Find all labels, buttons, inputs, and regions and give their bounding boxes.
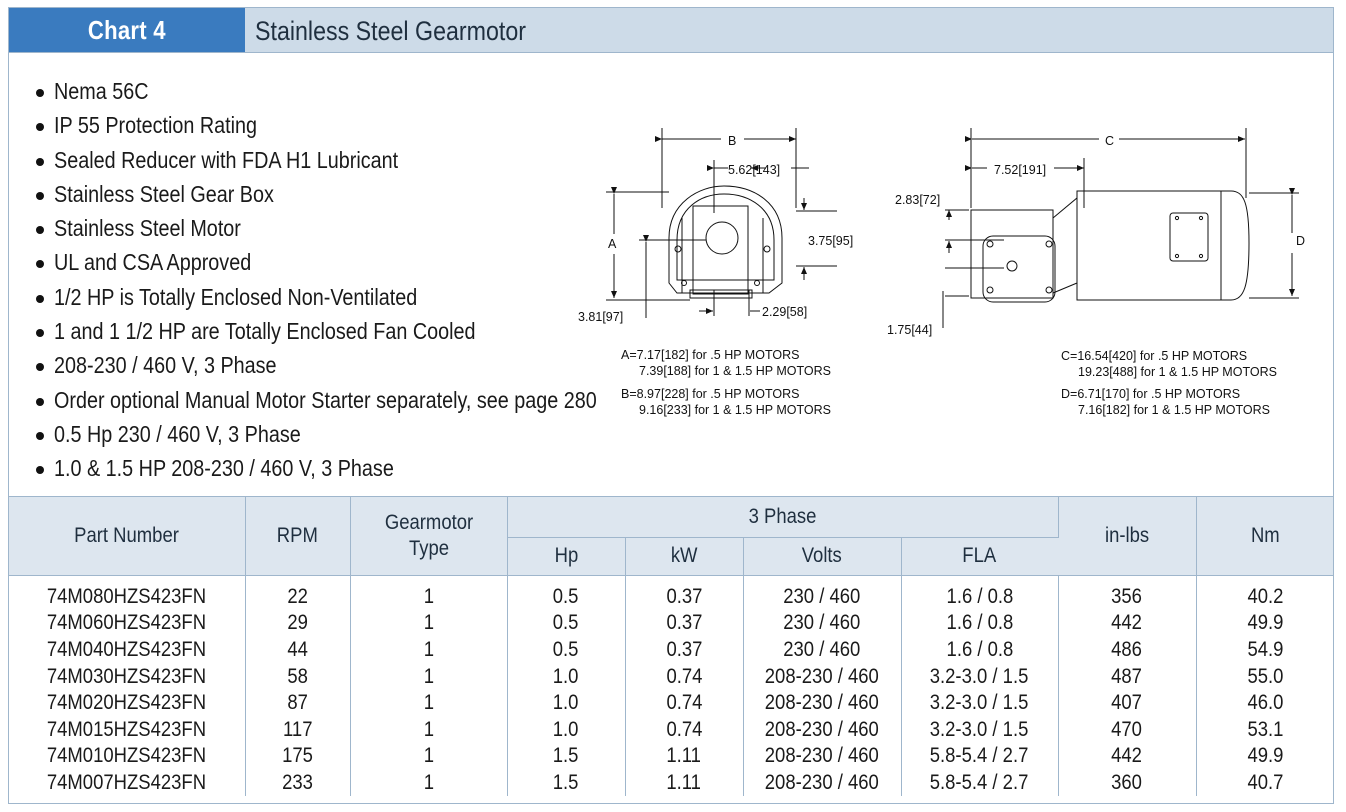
table-row [9, 770, 1334, 797]
cell-volts: 230 / 460 [743, 610, 901, 637]
cell-volts: 230 / 460 [743, 637, 901, 664]
feature-item: 1.0 & 1.5 HP 208-230 / 460 V, 3 Phase [35, 451, 685, 485]
cell-in-lbs: 360 [1058, 770, 1196, 797]
col-header-gearmotor-type: Gearmotor Type [350, 497, 507, 575]
cell-volts: 208-230 / 460 [743, 663, 901, 690]
cell-in-lbs: 486 [1058, 637, 1196, 664]
cell-rpm: 233 [245, 770, 350, 797]
cell-volts: 208-230 / 460 [743, 770, 901, 797]
cell-kw: 0.37 [625, 575, 743, 610]
cell-nm: 53.1 [1247, 717, 1284, 741]
chart-number-label: Chart 4 [9, 8, 245, 52]
cell-nm: 40.7 [1247, 770, 1284, 794]
cell-fla: 3.2-3.0 / 1.5 [901, 690, 1058, 717]
cell-part-number: 74M020HZS423FN [9, 690, 245, 717]
cell-rpm: 117 [245, 716, 350, 743]
note-a-line-2: 7.39[188] for 1 & 1.5 HP MOTORS [639, 364, 831, 378]
col-header-fla: FLA [901, 537, 1058, 575]
cell-gearmotor-type: 1 [350, 637, 507, 664]
note-c-line-2: 19.23[488] for 1 & 1.5 HP MOTORS [1078, 365, 1277, 379]
dim-label-2-83: 2.83[72] [895, 193, 941, 207]
col-header-volts: Volts [743, 537, 901, 575]
cell-kw: 0.74 [625, 663, 743, 690]
cell-nm: 55.0 [1247, 664, 1284, 688]
cell-gearmotor-type: 1 [350, 690, 507, 717]
note-d-line-1: D=6.71[170] for .5 HP MOTORS [1061, 387, 1241, 401]
cell-gearmotor-type: 1 [350, 770, 507, 797]
cell-in-lbs: 470 [1058, 716, 1196, 743]
cell-rpm: 44 [245, 637, 350, 664]
cell-kw: 0.74 [625, 690, 743, 717]
col-header-kw: kW [625, 537, 743, 575]
table-row [9, 663, 1334, 690]
dim-label-1-75: 1.75[44] [887, 323, 933, 337]
feature-item: UL and CSA Approved [35, 245, 685, 279]
col-header-3-phase: 3 Phase [507, 497, 1058, 537]
cell-hp: 0.5 [507, 610, 625, 637]
col-header-in-lbs: in-lbs [1058, 497, 1196, 575]
cell-nm: 49.9 [1247, 744, 1284, 768]
cell-volts: 208-230 / 460 [743, 743, 901, 770]
dim-label-7-52: 7.52[191] [994, 163, 1047, 177]
cell-in-lbs: 356 [1058, 575, 1196, 610]
table-row [9, 637, 1334, 664]
cell-volts: 208-230 / 460 [743, 716, 901, 743]
note-a-line-1: A=7.17[182] for .5 HP MOTORS [621, 348, 800, 362]
note-b-line-2: 9.16[233] for 1 & 1.5 HP MOTORS [639, 403, 831, 417]
dim-label-b: B [728, 134, 737, 148]
table-row [9, 743, 1334, 770]
cell-fla: 5.8-5.4 / 2.7 [901, 743, 1058, 770]
front-view-drawing [606, 128, 837, 318]
cell-hp: 1.0 [507, 690, 625, 717]
col-header-hp: Hp [507, 537, 625, 575]
cell-part-number: 74M030HZS423FN [9, 663, 245, 690]
cell-part-number: 74M007HZS423FN [9, 770, 245, 797]
cell-part-number: 74M010HZS423FN [9, 743, 245, 770]
feature-item: 208-230 / 460 V, 3 Phase [35, 348, 685, 382]
feature-item: 1 and 1 1/2 HP are Totally Enclosed Fan Cooled [35, 314, 685, 348]
dim-label-d: D [1296, 234, 1306, 248]
feature-item: 1/2 HP is Totally Enclosed Non-Ventilated [35, 280, 685, 314]
feature-item: Stainless Steel Gear Box [35, 177, 685, 211]
col-header-rpm: RPM [245, 497, 350, 575]
feature-item: Stainless Steel Motor [35, 211, 685, 245]
side-view-labels [887, 134, 1305, 337]
feature-item: 0.5 Hp 230 / 460 V, 3 Phase [35, 417, 685, 451]
note-d-line-2: 7.16[182] for 1 & 1.5 HP MOTORS [1078, 403, 1270, 417]
note-b-line-1: B=8.97[228] for .5 HP MOTORS [621, 387, 800, 401]
table-row [9, 575, 1334, 610]
chart-title: Stainless Steel Gearmotor [255, 16, 527, 46]
cell-nm: 46.0 [1247, 691, 1284, 715]
dim-label-5-62: 5.62[143] [728, 163, 781, 177]
dim-label-a: A [608, 237, 617, 251]
cell-kw: 0.74 [625, 716, 743, 743]
cell-fla: 1.6 / 0.8 [901, 637, 1058, 664]
cell-part-number: 74M080HZS423FN [9, 575, 245, 610]
cell-part-number: 74M015HZS423FN [9, 716, 245, 743]
cell-fla: 3.2-3.0 / 1.5 [901, 663, 1058, 690]
cell-rpm: 22 [245, 575, 350, 610]
cell-hp: 1.5 [507, 770, 625, 797]
cell-in-lbs: 407 [1058, 690, 1196, 717]
spec-sheet [8, 7, 1334, 804]
cell-part-number: 74M040HZS423FN [9, 637, 245, 664]
cell-in-lbs: 442 [1058, 743, 1196, 770]
cell-fla: 5.8-5.4 / 2.7 [901, 770, 1058, 797]
cell-fla: 3.2-3.0 / 1.5 [901, 716, 1058, 743]
cell-volts: 208-230 / 460 [743, 690, 901, 717]
cell-rpm: 29 [245, 610, 350, 637]
cell-rpm: 58 [245, 663, 350, 690]
cell-rpm: 175 [245, 743, 350, 770]
feature-item: Order optional Manual Motor Starter separately, see page 280 [35, 383, 685, 417]
side-view-drawing [943, 128, 1299, 328]
specifications-table [9, 497, 1334, 796]
cell-gearmotor-type: 1 [350, 743, 507, 770]
cell-gearmotor-type: 1 [350, 575, 507, 610]
cell-nm: 49.9 [1247, 611, 1284, 635]
feature-item: Nema 56C [35, 74, 685, 108]
cell-kw: 1.11 [625, 743, 743, 770]
cell-hp: 0.5 [507, 575, 625, 610]
feature-item: Sealed Reducer with FDA H1 Lubricant [35, 143, 685, 177]
cell-kw: 0.37 [625, 610, 743, 637]
note-c-line-1: C=16.54[420] for .5 HP MOTORS [1061, 349, 1248, 363]
cell-hp: 1.0 [507, 663, 625, 690]
dim-label-c: C [1105, 134, 1115, 148]
cell-gearmotor-type: 1 [350, 610, 507, 637]
cell-nm: 54.9 [1247, 637, 1284, 661]
table-body [9, 575, 1334, 796]
col-header-nm: Nm [1196, 497, 1334, 575]
dim-label-3-75: 3.75[95] [808, 234, 854, 248]
cell-in-lbs: 442 [1058, 610, 1196, 637]
dim-label-2-29: 2.29[58] [762, 305, 808, 319]
cell-rpm: 87 [245, 690, 350, 717]
feature-item: IP 55 Protection Rating [35, 108, 685, 142]
cell-kw: 1.11 [625, 770, 743, 797]
table-row [9, 610, 1334, 637]
cell-gearmotor-type: 1 [350, 663, 507, 690]
cell-hp: 0.5 [507, 637, 625, 664]
cell-hp: 1.0 [507, 716, 625, 743]
dimension-drawing [9, 8, 1334, 498]
cell-kw: 0.37 [625, 637, 743, 664]
col-header-part-number: Part Number [9, 497, 245, 575]
cell-gearmotor-type: 1 [350, 716, 507, 743]
dim-label-3-81: 3.81[97] [578, 310, 624, 324]
table-row [9, 716, 1334, 743]
specifications-table-container [9, 496, 1334, 796]
cell-hp: 1.5 [507, 743, 625, 770]
front-view-labels [578, 134, 853, 324]
cell-in-lbs: 487 [1058, 663, 1196, 690]
table-row [9, 690, 1334, 717]
cell-fla: 1.6 / 0.8 [901, 610, 1058, 637]
cell-volts: 230 / 460 [743, 575, 901, 610]
cell-part-number: 74M060HZS423FN [9, 610, 245, 637]
cell-fla: 1.6 / 0.8 [901, 575, 1058, 610]
cell-nm: 40.2 [1247, 584, 1284, 608]
